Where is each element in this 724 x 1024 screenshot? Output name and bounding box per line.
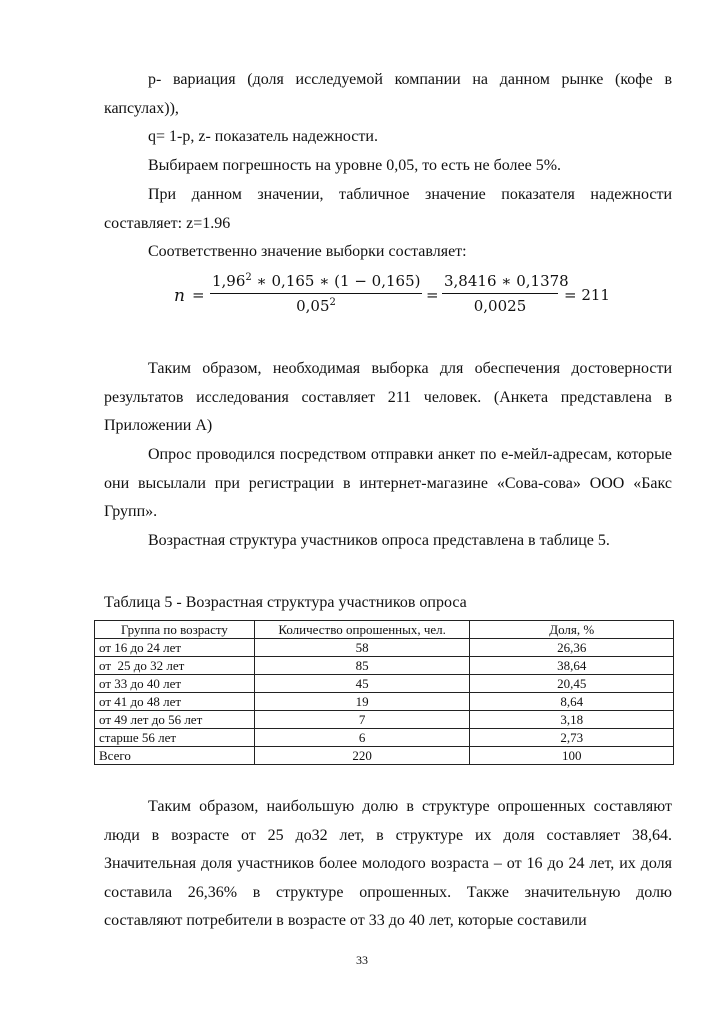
cell-age-group: от 41 до 48 лет: [95, 693, 255, 711]
table-row: [95, 639, 674, 657]
fraction-1-denominator: 0,05$^2$: [296, 297, 336, 315]
table-row: [95, 693, 674, 711]
table-header-row: [95, 621, 674, 639]
cell-share: 8,64: [470, 693, 674, 711]
cell-share: 3,18: [470, 711, 674, 729]
cell-age-group: от 49 лет до 56 лет: [95, 711, 255, 729]
cell-count: 6: [254, 729, 470, 747]
formula-equals-2: =: [426, 286, 439, 304]
paragraph-survey-method: Опрос проводился посредством отправки анкет по е-мейл-адресам, которые они высылали при регистрации в интернет-магазине «Сова-сова» ООО «Бакс Групп».: [104, 446, 672, 520]
paragraph-error-level: Выбираем погрешность на уровне 0,05, то есть не более 5%.: [148, 157, 562, 174]
cell-age-group: от 25 до 32 лет: [95, 657, 255, 675]
header-count: Количество опрошенных, чел.: [254, 621, 470, 639]
cell-share: 20,45: [470, 675, 674, 693]
paragraph-variation: р- вариация (доля исследуемой компании на данном рынке (кофе в капсулах)),: [104, 71, 672, 117]
cell-total-share: 100: [470, 747, 674, 765]
paragraph-table-reference: Возрастная структура участников опроса представлена в таблице 5.: [148, 532, 610, 549]
cell-total-count: 220: [254, 747, 470, 765]
cell-count: 7: [254, 711, 470, 729]
header-share: Доля, %: [470, 621, 674, 639]
table-total-row: [95, 747, 674, 765]
fraction-2-numerator: 3,8416 ∗ 0,1378: [442, 272, 558, 294]
table-row: [95, 711, 674, 729]
cell-count: 85: [254, 657, 470, 675]
cell-age-group: от 16 до 24 лет: [95, 639, 255, 657]
header-age-group: Группа по возрасту: [95, 621, 255, 639]
formula-fraction-1: [210, 272, 422, 315]
fraction-2-denominator: 0,0025: [473, 297, 527, 315]
paragraph-table-value: При данном значении, табличное значение показателя надежности составляет: z=1.96: [104, 186, 672, 232]
cell-total-label: Всего: [95, 747, 255, 765]
fraction-1-numerator: 1,96$^2$ ∗ 0,165 ∗ (1 − 0,165): [210, 272, 422, 294]
formula-variable: n: [174, 286, 185, 306]
cell-age-group: от 33 до 40 лет: [95, 675, 255, 693]
table-row: [95, 675, 674, 693]
age-structure-table: [94, 620, 674, 765]
sample-size-formula: [172, 272, 612, 324]
cell-count: 45: [254, 675, 470, 693]
formula-equals: =: [192, 286, 205, 304]
cell-count: 19: [254, 693, 470, 711]
cell-count: 58: [254, 639, 470, 657]
page-number: 33: [356, 953, 368, 967]
table-row: [95, 657, 674, 675]
paragraph-analysis: Таким образом, наибольшую долю в структуре опрошенных составляют люди в возрасте от 25 до32 лет, в структуре их доля составляет 38,64. Значительная доля участников более молодого возраста – от 16 до 24 лет, их доля составила 26,36% в структуре опрошенных. Также значительную долю составляют потребители в возрасте от 33 до 40 лет, которые составили: [104, 798, 672, 929]
paragraph-q-z: q= 1-р, z- показатель надежности.: [148, 128, 378, 145]
cell-age-group: старше 56 лет: [95, 729, 255, 747]
table-row: [95, 729, 674, 747]
table-caption: Таблица 5 - Возрастная структура участников опроса: [104, 594, 467, 611]
paragraph-sample-conclusion: Таким образом, необходимая выборка для обеспечения достоверности результатов исследования составляет 211 человек. (Анкета представлена в Приложении А): [104, 360, 672, 434]
cell-share: 2,73: [470, 729, 674, 747]
paragraph-sample-intro: Соответственно значение выборки составляет:: [148, 243, 467, 260]
formula-fraction-2: [442, 272, 569, 315]
cell-share: 38,64: [470, 657, 674, 675]
cell-share: 26,36: [470, 639, 674, 657]
formula-result: = 211: [564, 286, 610, 304]
